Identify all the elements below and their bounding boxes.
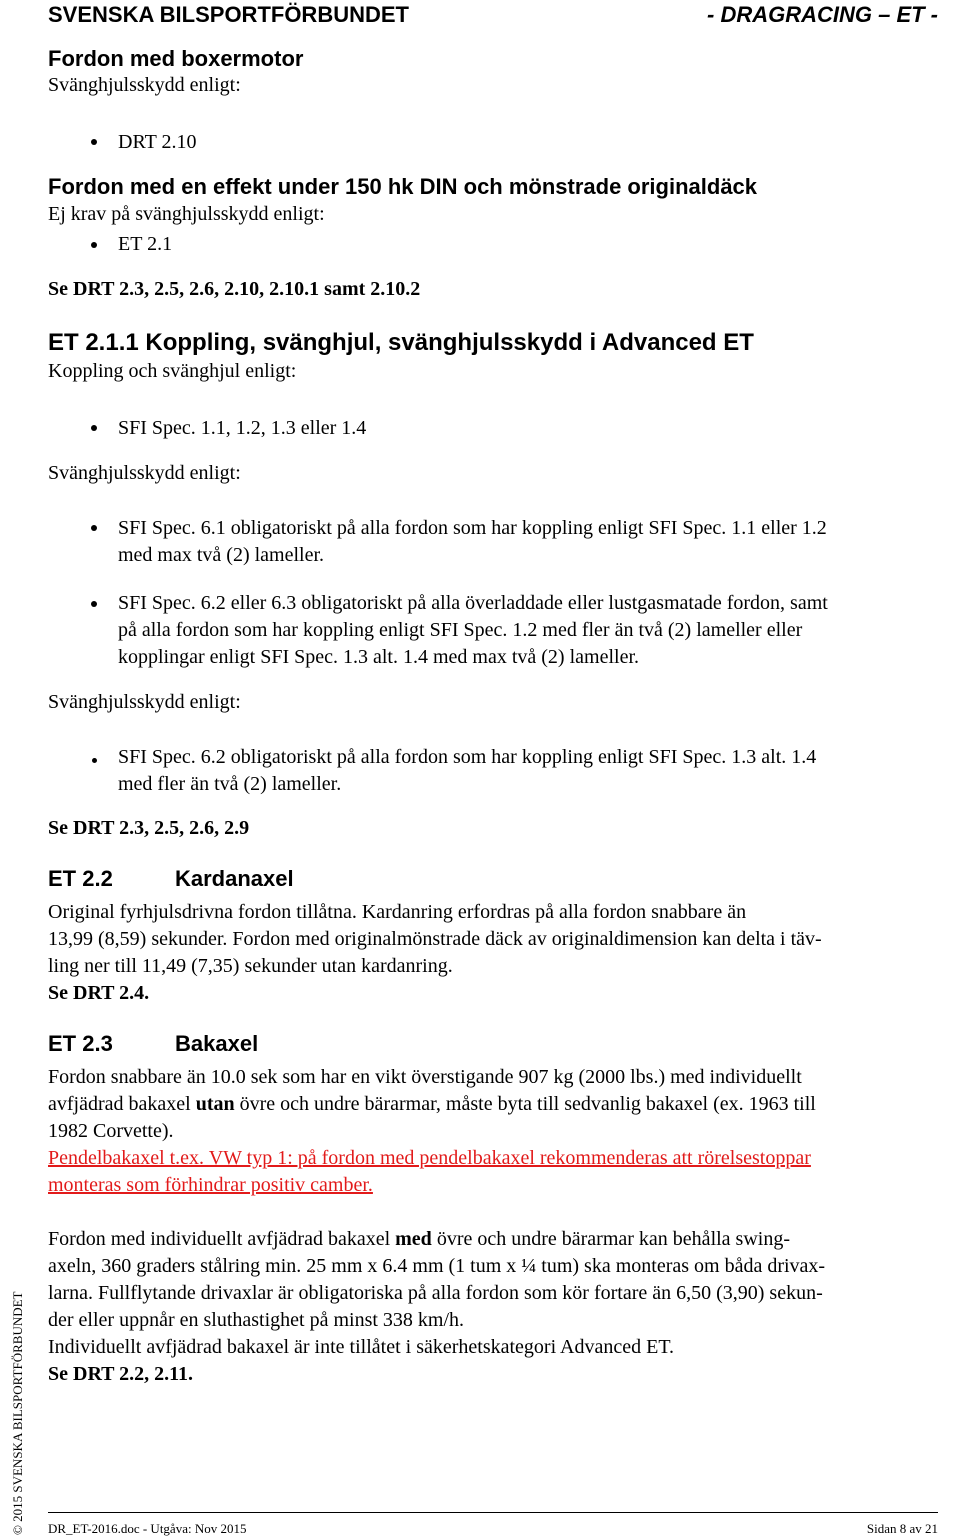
guard-item-3-line1: SFI Spec. 6.2 obligatoriskt på alla fordon som har koppling enligt SFI Spec. 1.3 alt. 1.4 [118,746,817,768]
guard-item-1-line1: SFI Spec. 6.1 obligatoriskt på alla fordon som har koppling enligt SFI Spec. 1.1 eller 1.2 [118,517,827,539]
boxer-heading: Fordon med boxermotor [48,46,304,71]
emphasis-utan: utan [195,1093,235,1115]
et-2-2-line1: Original fyrhjulsdrivna fordon tillåtna. Kardanring erfordras på alla fordon snabbare än [48,901,747,923]
bullet-icon [91,425,97,431]
text-run: övre och undre bärarmar kan behålla swing- [431,1228,790,1250]
bullet-icon [91,139,97,145]
bullet-icon [92,758,97,763]
header-org: SVENSKA BILSPORTFÖRBUNDET [48,2,409,27]
low-power-heading: Fordon med en effekt under 150 hk DIN och mönstrade originaldäck [48,174,758,199]
et-2-3-title: Bakaxel [175,1031,259,1056]
text-run: avfjädrad bakaxel [48,1093,196,1115]
et-2-2-line2: 13,99 (8,59) sekunder. Fordon med originalmönstrade däck av originaldimension kan delta i täv- [48,928,822,950]
boxer-item: DRT 2.10 [118,131,197,153]
side-margin [0,1212,25,1538]
bullet-icon [91,242,97,248]
boxer-intro: Svänghjulsskydd enligt: [48,74,241,96]
guard-item-3-line2: med fler än två (2) lameller. [118,773,342,795]
footer-doc: DR_ET-2016.doc - Utgåva: Nov 2015 [48,1521,247,1536]
red-recommendation-line1: Pendelbakaxel t.ex. VW typ 1: på fordon med pendelbakaxel rekommenderas att rörelsestoppar [48,1147,811,1169]
et-2-3-p3: Individuellt avfjädrad bakaxel är inte tillåtet i säkerhetskategori Advanced ET. [48,1336,675,1358]
et-2-1-1-heading: ET 2.1.1 Koppling, svänghjul, svänghjulsskydd i Advanced ET [48,329,754,356]
red-recommendation-line2: monteras som förhindrar positiv camber. [48,1174,373,1196]
guard-item-2-line1: SFI Spec. 6.2 eller 6.3 obligatoriskt på alla överladdade eller lustgasmatade fordon, samt [118,592,828,614]
side-copyright: © 2015 SVENSKA BILSPORTFÖRBUNDET [10,1291,25,1535]
et-2-3-see-also: Se DRT 2.2, 2.11. [48,1363,194,1385]
clutch-item: SFI Spec. 1.1, 1.2, 1.3 eller 1.4 [118,417,367,439]
et-2-3-p2-line4: der eller uppnår en sluthastighet på minst 338 km/h. [48,1309,465,1331]
et-2-3-p2-line1 [48,1226,790,1253]
header-section: - DRAGRACING – ET - [707,2,938,27]
text-run: Fordon med individuellt avfjädrad bakaxel [48,1228,396,1250]
et-2-3-p1-line1: Fordon snabbare än 10.0 sek som har en vikt överstigande 907 kg (2000 lbs.) med individuellt [48,1066,802,1088]
et-2-1-1-see-also: Se DRT 2.3, 2.5, 2.6, 2.9 [48,817,250,839]
bullet-icon [91,601,97,607]
low-power-item: ET 2.1 [118,233,173,255]
et-2-2-number: ET 2.2 [48,866,113,891]
flywheel-guard-label: Svänghjulsskydd enligt: [48,462,241,484]
et-2-1-1-intro: Koppling och svänghjul enligt: [48,360,297,382]
footer-divider [48,1512,938,1513]
emphasis-med: med [395,1228,432,1250]
et-2-3-p1-line2 [48,1091,816,1118]
guard-item-1-line2: med max två (2) lameller. [118,544,325,566]
flywheel-guard-label-2: Svänghjulsskydd enligt: [48,691,241,713]
et-2-3-number: ET 2.3 [48,1031,113,1056]
footer-page: Sidan 8 av 21 [866,1521,938,1536]
et-2-2-title: Kardanaxel [175,866,294,891]
guard-item-2-line2: på alla fordon som har koppling enligt SFI Spec. 1.2 med fler än två (2) lameller eller [118,619,803,641]
et-2-3-p2-line2: axeln, 360 graders stålring min. 25 mm x 6.4 mm (1 tum x ¼ tum) ska monteras om båda drivax- [48,1255,826,1277]
guard-item-2-line3: kopplingar enligt SFI Spec. 1.3 alt. 1.4 med max två (2) lameller. [118,646,640,668]
text-run: övre och undre bärarmar, måste byta till sedvanlig bakaxel (ex. 1963 till [234,1093,816,1115]
et-2-3-p2-line3: larna. Fullflytande drivaxlar är obligatoriska på alla fordon som kör fortare än 6,50 (3,90) sekun- [48,1282,823,1304]
et-2-3-p1-line3: 1982 Corvette). [48,1120,174,1142]
low-power-intro: Ej krav på svänghjulsskydd enligt: [48,203,325,225]
low-power-see-also: Se DRT 2.3, 2.5, 2.6, 2.10, 2.10.1 samt 2.10.2 [48,278,421,300]
bullet-icon [91,525,97,531]
et-2-2-line3: ling ner till 11,49 (7,35) sekunder utan kardanring. [48,955,453,977]
et-2-2-see-also: Se DRT 2.4. [48,982,150,1004]
